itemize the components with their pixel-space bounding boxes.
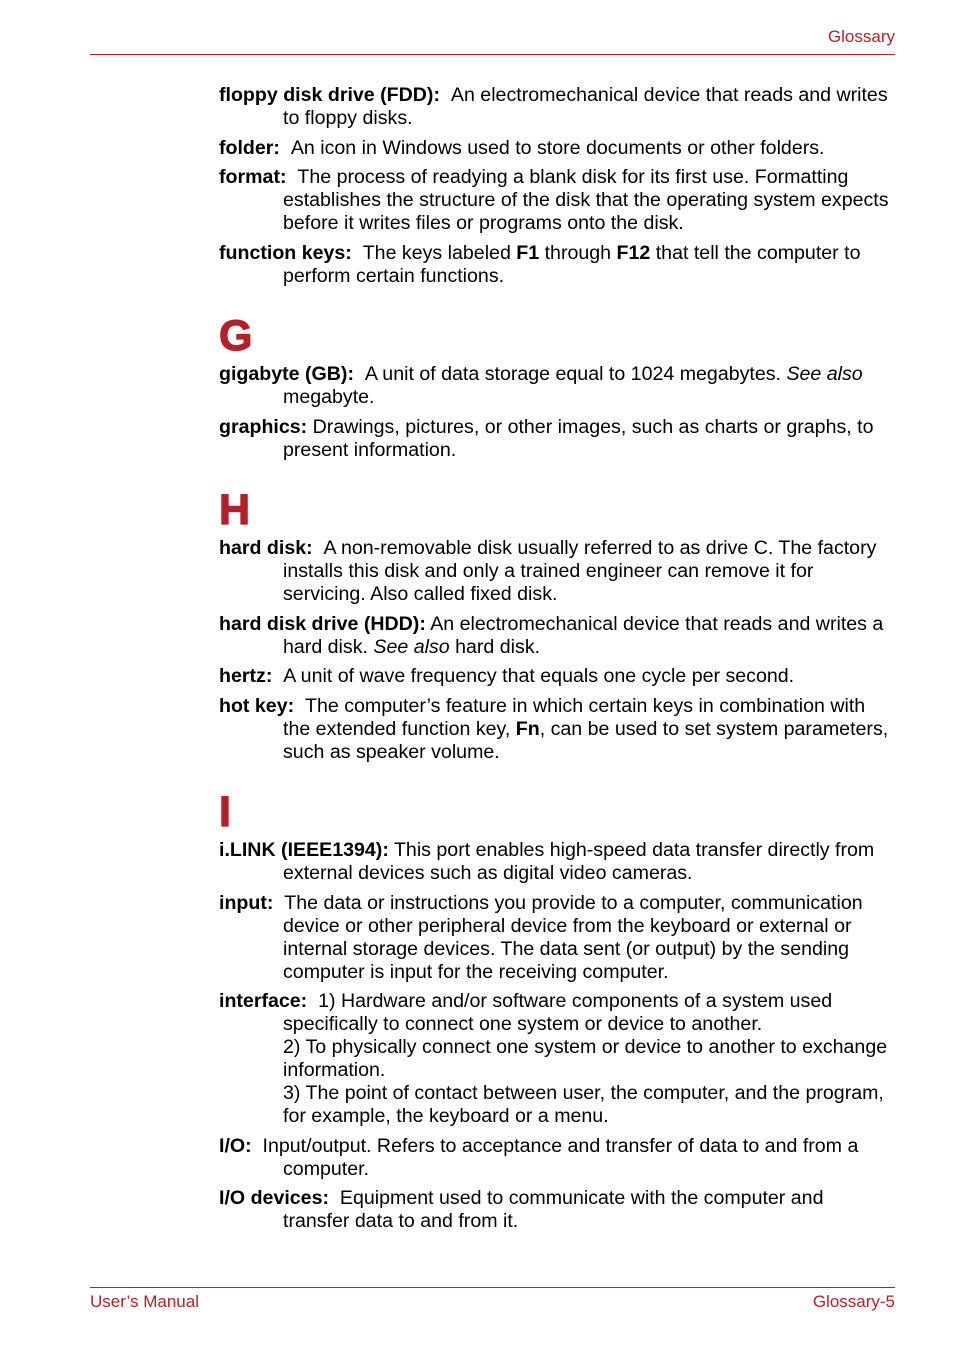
header-rule [90,54,895,55]
glossary-definition: A non-removable disk usually referred to as drive C. The factory installs this disk and only a trained engineer can remove it for servicing. Also called fixed disk. [283,537,877,605]
glossary-term: i.LINK (IEEE1394): [219,839,389,861]
glossary-definition: Equipment used to communicate with the computer and transfer data to and from it. [283,1187,824,1232]
glossary-definition: Drawings, pictures, or other images, such as charts or graphs, to present information. [283,415,874,461]
glossary-entry [219,1135,894,1181]
glossary-entry [219,242,894,288]
glossary-term: interface: [219,990,308,1012]
glossary-entry [219,537,894,606]
glossary-term: hard disk: [219,537,313,559]
glossary-definition: This port enables high-speed data transfer directly from external devices such as digital video cameras. [283,839,875,884]
glossary-term: function keys: [219,241,352,264]
key-name: Fn [515,717,540,740]
glossary-entry [219,84,894,130]
definition-text: The computer’s feature in which certain keys in combination with the extended function key, [283,694,866,740]
glossary-term: graphics: [219,415,308,438]
section-letter-h: H [219,486,251,534]
see-also: See also [373,635,450,658]
glossary-definition [283,363,863,408]
key-name: F1 [516,241,540,264]
glossary-definition: The data or instructions you provide to a computer, communication device or other peripheral device from the keyboard or external or internal storage devices. The data sent (or output) by the sending computer is input for the receiving computer. [283,891,863,983]
glossary-entry [219,665,894,688]
definition-text: A unit of data storage equal to 1024 megabytes. [364,363,787,385]
glossary-term: I/O devices: [219,1187,329,1209]
glossary-entry [219,839,894,885]
glossary-entry [219,416,894,462]
glossary-term: hertz: [219,665,273,687]
glossary-term: format: [219,166,287,188]
section-title: Glossary [827,27,895,46]
glossary-definition: The process of readying a blank disk for its first use. Formatting establishes the structure of the disk that the operating system expects before it writes files or programs onto the disk. [283,166,889,234]
definition-reference: hard disk. [449,635,541,658]
glossary-term: floppy disk drive (FDD): [219,84,440,106]
glossary-definition: An electromechanical device that reads and writes to floppy disks. [283,84,888,129]
glossary-entry [219,695,894,764]
page-number: Glossary-5 [812,1292,895,1311]
glossary-entry [219,613,894,659]
manual-title: User’s Manual [90,1292,199,1311]
glossary-term: input: [219,891,274,914]
glossary-entry [219,137,894,160]
glossary-entry [219,990,894,1128]
definition-text: An electromechanical device that reads and writes a hard disk. [283,612,884,658]
definition-text: that tell the computer to perform certain functions. [283,241,861,287]
glossary-definition [283,695,888,763]
glossary-entry [219,892,894,984]
glossary-term: hard disk drive (HDD): [219,612,426,635]
footer-rule [90,1287,895,1288]
glossary-term: hot key: [219,694,295,717]
glossary-definition: An icon in Windows used to store documents or other folders. [290,136,825,159]
glossary-term: I/O: [219,1134,252,1157]
glossary-term: folder: [219,136,280,159]
key-name: F12 [616,241,651,264]
glossary-definition [283,990,887,1127]
definition-part: 3) The point of contact between user, the computer, and the program, for example, the keyboard or a menu. [283,1082,884,1127]
definition-text: , can be used to set system parameters, such as speaker volume. [283,717,889,763]
definition-text: through [539,241,617,264]
definition-part: 1) Hardware and/or software components of a system used specifically to connect one system or device to another. [283,990,833,1035]
glossary-entry [219,166,894,235]
see-also: See also [786,363,863,385]
glossary-content [219,84,894,1240]
glossary-entry [219,1187,894,1233]
definition-text: The keys labeled [362,241,517,264]
section-letter-g: G [219,312,253,360]
section-letter-i: I [219,788,231,836]
definition-part: 2) To physically connect one system or device to another to exchange information. [283,1036,888,1081]
glossary-entry [219,363,894,409]
glossary-definition [283,242,860,287]
glossary-definition: A unit of wave frequency that equals one cycle per second. [283,665,795,687]
glossary-term: gigabyte (GB): [219,363,354,385]
definition-reference: megabyte. [283,386,375,408]
glossary-definition: Input/output. Refers to acceptance and transfer of data to and from a computer. [262,1134,859,1180]
